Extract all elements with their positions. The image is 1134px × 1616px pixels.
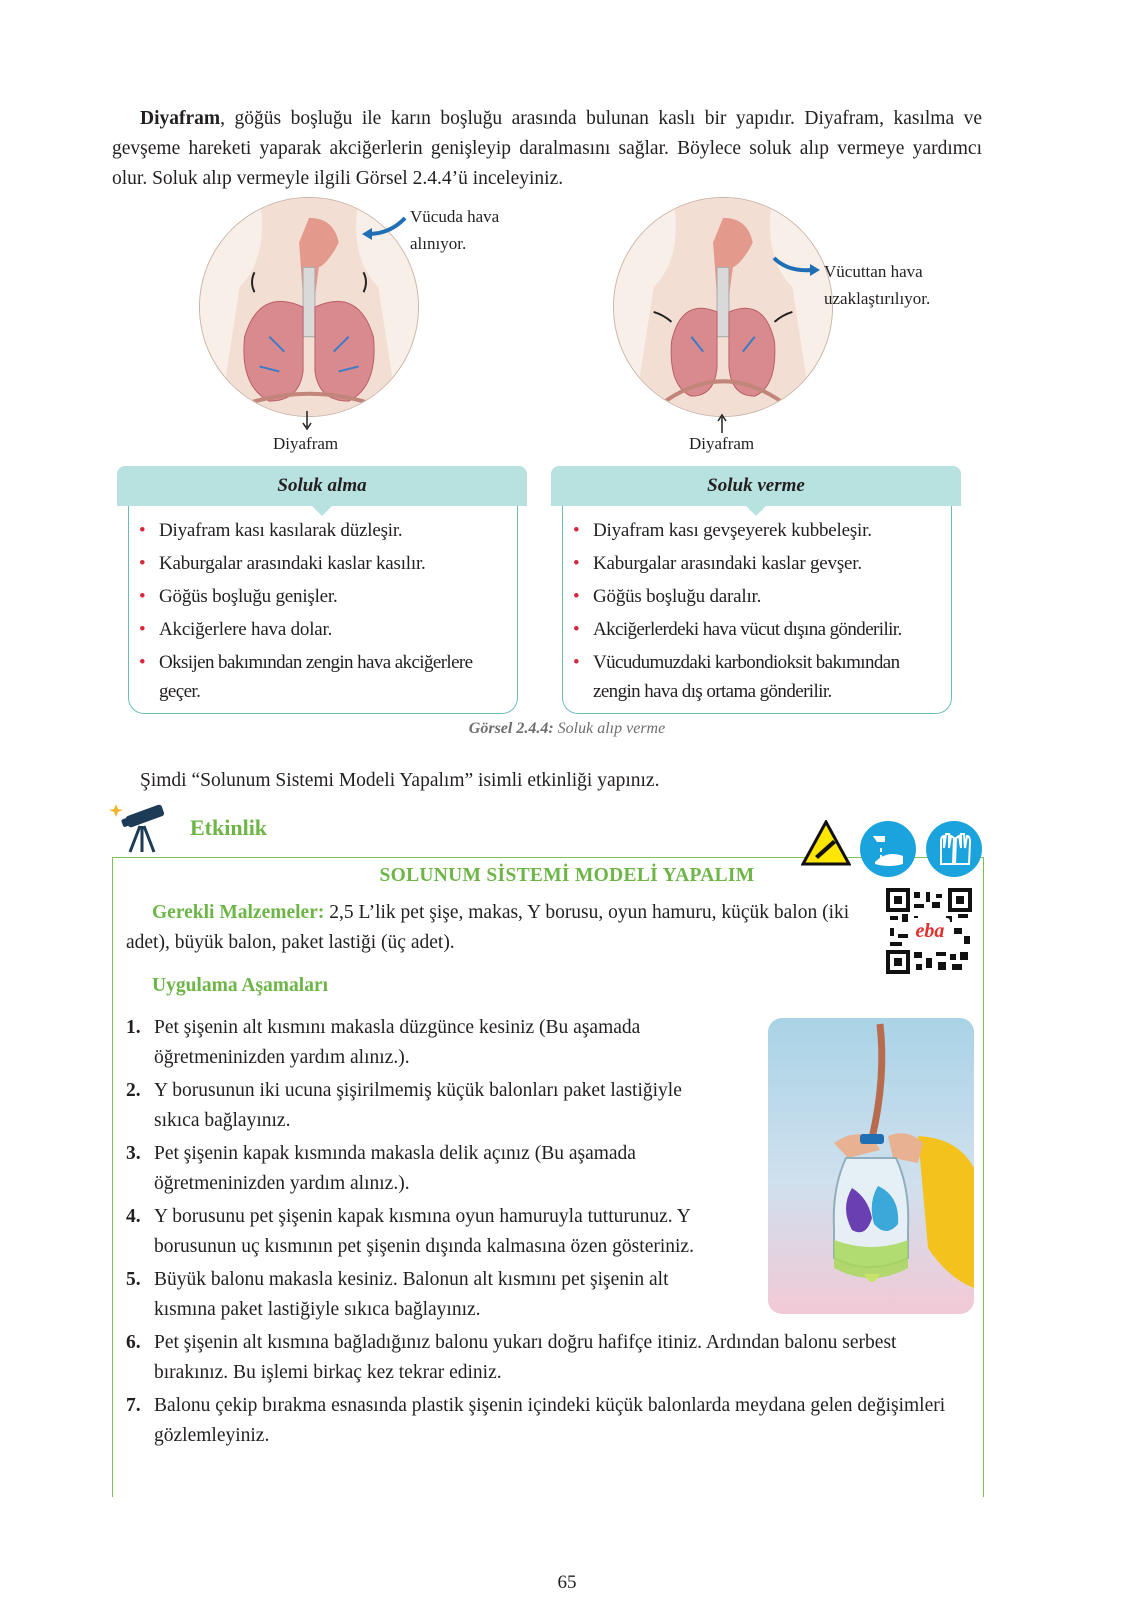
panel-list-inhalation <box>128 506 518 714</box>
step-number: 7. <box>126 1395 141 1416</box>
inhale-label-line1: Vücuda hava <box>410 207 500 226</box>
sharp-object-warning-icon <box>801 820 851 866</box>
list-item <box>126 1076 731 1136</box>
step-text: Y borusunun iki ucuna şişirilmemiş küçük balonları paket lastiğiyle sıkıca bağlayınız. <box>154 1080 682 1131</box>
list-item: • Akciğerlerdeki hava vücut dışına gönderilir. <box>593 615 939 644</box>
step-number: 2. <box>126 1080 141 1101</box>
caption-label: Görsel 2.4.4: <box>468 720 554 737</box>
exhalation-lungs-svg <box>614 198 832 416</box>
step-number: 6. <box>126 1332 141 1353</box>
exhale-label-line1: Vücuttan hava <box>824 262 923 281</box>
list-item: • Kaburgalar arasındaki kaslar kasılır. <box>159 549 505 578</box>
list-item: • Göğüs boşluğu genişler. <box>159 582 505 611</box>
step-text: Pet şişenin alt kısmını makasla düzgünce kesiniz (Bu aşamada öğretmeninizden yardım alınız.). <box>154 1017 641 1068</box>
step-number: 5. <box>126 1269 141 1290</box>
activity-title: SOLUNUM SİSTEMİ MODELİ YAPALIM <box>379 865 755 886</box>
activity-label: Etkinlik <box>190 815 268 840</box>
materials-label: Gerekli Malzemeler: <box>152 902 325 923</box>
bottle-model-svg <box>768 1018 974 1314</box>
list-item <box>126 1013 731 1073</box>
diaphragm-label-right: Diyafram <box>689 434 755 453</box>
list-item <box>126 1202 731 1262</box>
page-number: 65 <box>557 1572 577 1593</box>
step-number: 3. <box>126 1143 141 1164</box>
panel-title-inhalation <box>117 466 527 506</box>
inhale-label <box>410 203 499 257</box>
list-item <box>126 1139 731 1199</box>
activity-intro: Şimdi “Solunum Sistemi Modeli Yapalım” isimli etkinliği yapınız. <box>140 770 660 791</box>
eba-logo: eba <box>915 920 945 942</box>
bottle-model-photo <box>768 1018 974 1314</box>
exhalation-illustration <box>613 197 833 417</box>
list-item: • Göğüs boşluğu daralır. <box>593 582 939 611</box>
panel-list-exhalation <box>562 506 952 714</box>
exhale-label <box>824 258 930 312</box>
materials-text: 2,5 L’lik pet şişe, makas, Y borusu, oyun hamuru, küçük balon (iki adet), büyük balon, paket lastiği (üç adet). <box>126 902 850 953</box>
list-item: • Diyafram kası kasılarak düzleşir. <box>159 516 505 545</box>
exhale-arrow-icon <box>770 254 822 282</box>
step-text: Y borusunu pet şişenin kapak kısmına oyun hamuruyla tutturunuz. Y borusunun uç kısmının pet şişenin dışında kalmasına özen gösteriniz. <box>154 1206 694 1257</box>
step-text: Balonu çekip bırakma esnasında plastik şişenin içindeki küçük balonlarda meydana gelen değişimleri gözlemleyiniz. <box>154 1395 946 1446</box>
panel-title-exhalation <box>551 466 961 506</box>
list-item <box>126 1391 971 1451</box>
step-text: Pet şişenin kapak kısmında makasla delik açınız (Bu aşamada öğretmeninizden yardım alınız.). <box>154 1143 636 1194</box>
list-item: • Vücudumuzdaki karbondioksit bakımından zengin hava dış ortama gönderilir. <box>593 648 939 706</box>
diaphragm-label-left: Diyafram <box>273 434 339 453</box>
intro-bold-term: Diyafram <box>140 108 221 129</box>
diaphragm-down-arrow-icon <box>301 411 313 431</box>
panel-title-exhalation-text: Soluk verme <box>707 475 805 496</box>
steps-title: Uygulama Aşamaları <box>152 975 329 996</box>
materials-paragraph <box>126 898 878 958</box>
list-item: • Akciğerlere hava dolar. <box>159 615 505 644</box>
caption-text: Soluk alıp verme <box>553 720 666 737</box>
step-number: 1. <box>126 1017 141 1038</box>
list-item <box>126 1265 731 1325</box>
list-item: • Kaburgalar arasındaki kaslar gevşer. <box>593 549 939 578</box>
exhale-label-line2: uzaklaştırılıyor. <box>824 289 931 308</box>
list-item <box>126 1328 971 1388</box>
qr-code[interactable] <box>886 888 972 974</box>
step-text: Büyük balonu makasla kesiniz. Balonun alt kısmını pet şişenin alt kısmına paket lastiğiyle sıkıca bağlayınız. <box>154 1269 669 1320</box>
inhale-arrow-icon <box>360 214 410 244</box>
list-item: • Diyafram kası gevşeyerek kubbeleşir. <box>593 516 939 545</box>
figure-caption <box>0 720 1134 738</box>
list-item: • Oksijen bakımından zengin hava akciğerlere geçer. <box>159 648 505 706</box>
panel-title-inhalation-text: Soluk alma <box>277 475 367 496</box>
inhale-label-line2: alınıyor. <box>410 234 467 253</box>
step-number: 4. <box>126 1206 141 1227</box>
intro-paragraph <box>112 104 982 194</box>
telescope-icon <box>108 798 170 854</box>
intro-text: , göğüs boşluğu ile karın boşluğu arasında bulunan kaslı bir yapıdır. Diyafram, kasılma ve gevşeme hareketi yaparak akciğerlerin genişleyip daralmasını sağlar. Böylece soluk alıp vermeye yardımcı olur. Soluk alıp vermeyle ilgili Görsel 2.4.4’ü inceleyiniz. <box>112 108 982 189</box>
step-text: Pet şişenin alt kısmına bağladığınız balonu yukarı doğru hafifçe itiniz. Ardından balonu serbest bırakınız. Bu işlemi birkaç kez tekrar ediniz. <box>154 1332 897 1383</box>
